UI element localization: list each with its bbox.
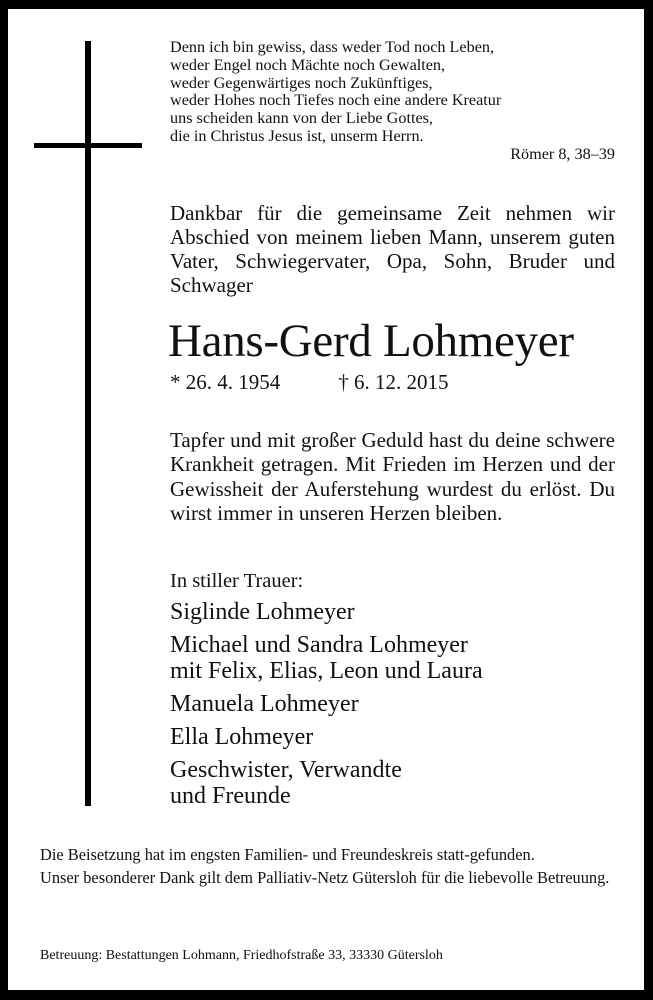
intro-text: Dankbar für die gemeinsame Zeit nehmen wir Abschied von meinem lieben Mann, unserem guten Vater, Schwiegervater, Opa, Sohn, Bruder und Schwager	[170, 201, 615, 297]
mourner: Siglinde Lohmeyer	[170, 599, 355, 625]
quote-line: weder Gegenwärtiges noch Zukünftiges,	[170, 73, 433, 92]
quote-line: uns scheiden kann von der Liebe Gottes,	[170, 109, 433, 128]
mourner: Geschwister, Verwandte	[170, 757, 402, 783]
quote-line: die in Christus Jesus ist, unserm Herrn.	[170, 126, 424, 145]
burial-note: Die Beisetzung hat im engsten Familien- und Freundeskreis statt-gefunden.	[40, 845, 535, 864]
farewell-paragraph: Tapfer und mit großer Geduld hast du deine schwere Krankheit getragen. Mit Frieden im Herzen und der Gewissheit der Auferstehung wurdest du erlöst. Du wirst immer in unseren Herzen bleiben.	[170, 428, 615, 525]
cross-icon-vertical	[85, 41, 91, 806]
mourner: Michael und Sandra Lohmeyer	[170, 632, 468, 658]
thanks-note: Unser besonderer Dank gilt dem Palliativ-Netz Gütersloh für die liebevolle Betreuung.	[40, 868, 610, 887]
mourner: und Freunde	[170, 783, 291, 809]
undertaker-info: Betreuung: Bestattungen Lohmann, Friedhofstraße 33, 33330 Gütersloh	[40, 948, 443, 963]
mourner: mit Felix, Elias, Leon und Laura	[170, 658, 483, 684]
quote-reference: Römer 8, 38–39	[510, 144, 615, 163]
death-date: † 6. 12. 2015	[338, 370, 449, 394]
mourner: Ella Lohmeyer	[170, 724, 314, 750]
bible-quote	[170, 39, 615, 164]
mourning-label: In stiller Trauer:	[170, 570, 304, 592]
footer-notes	[40, 846, 615, 892]
quote-line: weder Engel noch Mächte noch Gewalten,	[170, 55, 446, 74]
life-dates	[170, 370, 615, 394]
cross-icon-horizontal	[34, 143, 142, 148]
quote-line: weder Hohes noch Tiefes noch eine andere Kreatur	[170, 91, 502, 110]
quote-line: Denn ich bin gewiss, dass weder Tod noch Leben,	[170, 38, 495, 56]
deceased-name: Hans-Gerd Lohmeyer	[168, 315, 574, 367]
birth-date: * 26. 4. 1954	[170, 370, 281, 394]
obituary-notice	[8, 9, 644, 990]
mourners-list	[170, 598, 615, 811]
mourner: Manuela Lohmeyer	[170, 691, 359, 717]
